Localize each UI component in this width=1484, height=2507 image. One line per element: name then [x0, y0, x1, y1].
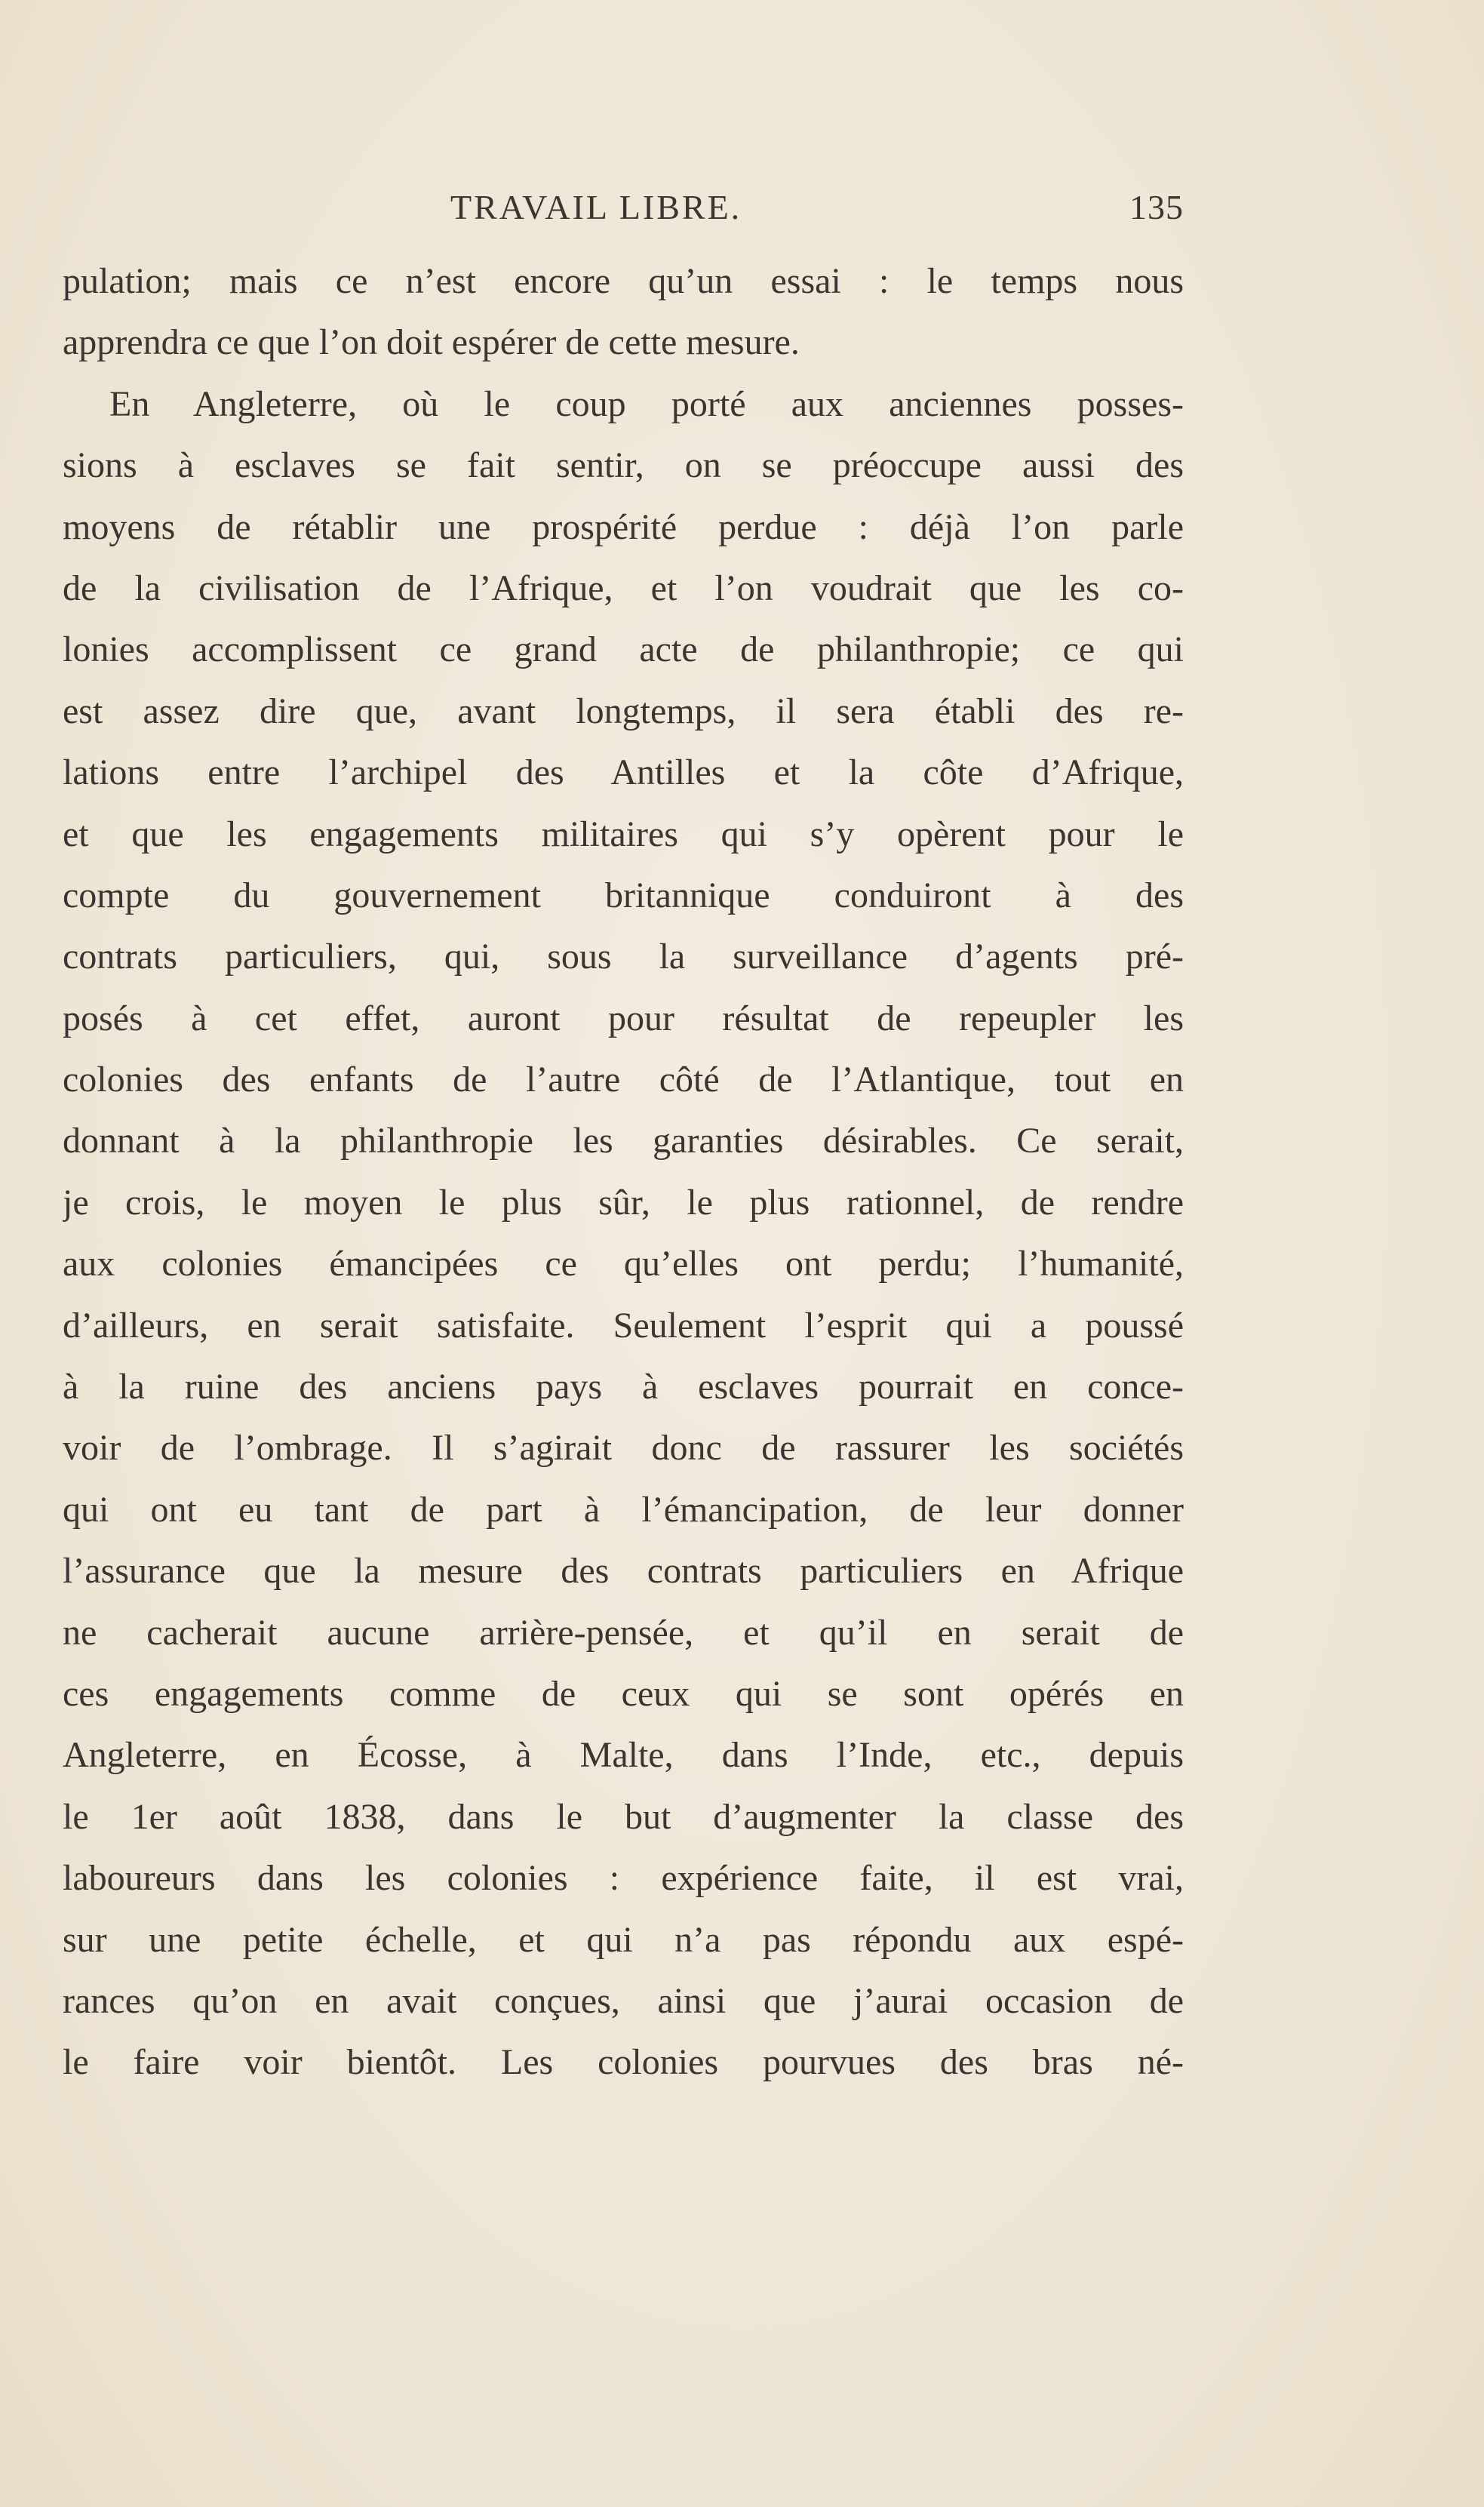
text-line: contrats particuliers, qui, sous la surveillance d’agents pré-: [63, 937, 1184, 977]
text-line: le faire voir bientôt. Les colonies pourvues des bras né-: [63, 2042, 1184, 2083]
text-line: colonies des enfants de l’autre côté de l’Atlantique, tout en: [63, 1060, 1184, 1100]
text-line: pulation; mais ce n’est encore qu’un essai : le temps nous: [63, 261, 1184, 301]
text-line: compte du gouvernement britannique conduiront à des: [63, 875, 1184, 915]
text-line: est assez dire que, avant longtemps, il sera établi des re-: [63, 691, 1184, 731]
text-line: lations entre l’archipel des Antilles et la côte d’Afrique,: [63, 752, 1184, 793]
text-line: à la ruine des anciens pays à esclaves pourrait en conce-: [63, 1367, 1184, 1407]
text-line: posés à cet effet, auront pour résultat de repeupler les: [63, 998, 1184, 1038]
text-line: l’assurance que la mesure des contrats particuliers en Afrique: [63, 1551, 1184, 1592]
text-line: le 1er août 1838, dans le but d’augmenter la classe des: [63, 1796, 1184, 1837]
text-line: Angleterre, en Écosse, à Malte, dans l’Inde, etc., depuis: [63, 1735, 1184, 1776]
text-line: ces engagements comme de ceux qui se sont opérés en: [63, 1673, 1184, 1714]
text-line: et que les engagements militaires qui s’y opèrent pour le: [63, 814, 1184, 854]
running-head-title: TRAVAIL LIBRE.: [450, 188, 742, 226]
text-line: d’ailleurs, en serait satisfaite. Seulement l’esprit qui a poussé: [63, 1305, 1184, 1346]
text-line: laboureurs dans les colonies : expérience faite, il est vrai,: [63, 1858, 1184, 1899]
text-line: qui ont eu tant de part à l’émancipation, de leur donner: [63, 1489, 1184, 1530]
text-line: aux colonies émancipées ce qu’elles ont perdu; l’humanité,: [63, 1244, 1184, 1284]
text-line: de la civilisation de l’Afrique, et l’on voudrait que les co-: [63, 568, 1184, 608]
text-line: donnant à la philanthropie les garanties désirables. Ce serait,: [63, 1121, 1184, 1161]
text-line: moyens de rétablir une prospérité perdue : déjà l’on parle: [63, 506, 1184, 547]
text-line: lonies accomplissent ce grand acte de philanthropie; ce qui: [63, 629, 1184, 670]
running-head: [63, 187, 1184, 240]
text-line: En Angleterre, où le coup porté aux anciennes posses-: [109, 383, 1184, 424]
text-line: rances qu’on en avait conçues, ainsi que j’aurai occasion de: [63, 1980, 1184, 2021]
text-line: ne cacherait aucune arrière-pensée, et qu’il en serait de: [63, 1612, 1184, 1653]
text-line: voir de l’ombrage. Il s’agirait donc de rassurer les sociétés: [63, 1428, 1184, 1469]
text-line: sions à esclaves se fait sentir, on se préoccupe aussi des: [63, 445, 1184, 486]
text-line: sur une petite échelle, et qui n’a pas répondu aux espé-: [63, 1919, 1184, 1960]
text-line: apprendra ce que l’on doit espérer de cette mesure.: [63, 322, 800, 363]
body-text: [63, 251, 1184, 2093]
page-number: 135: [1129, 188, 1184, 226]
text-line: je crois, le moyen le plus sûr, le plus rationnel, de rendre: [63, 1182, 1184, 1223]
